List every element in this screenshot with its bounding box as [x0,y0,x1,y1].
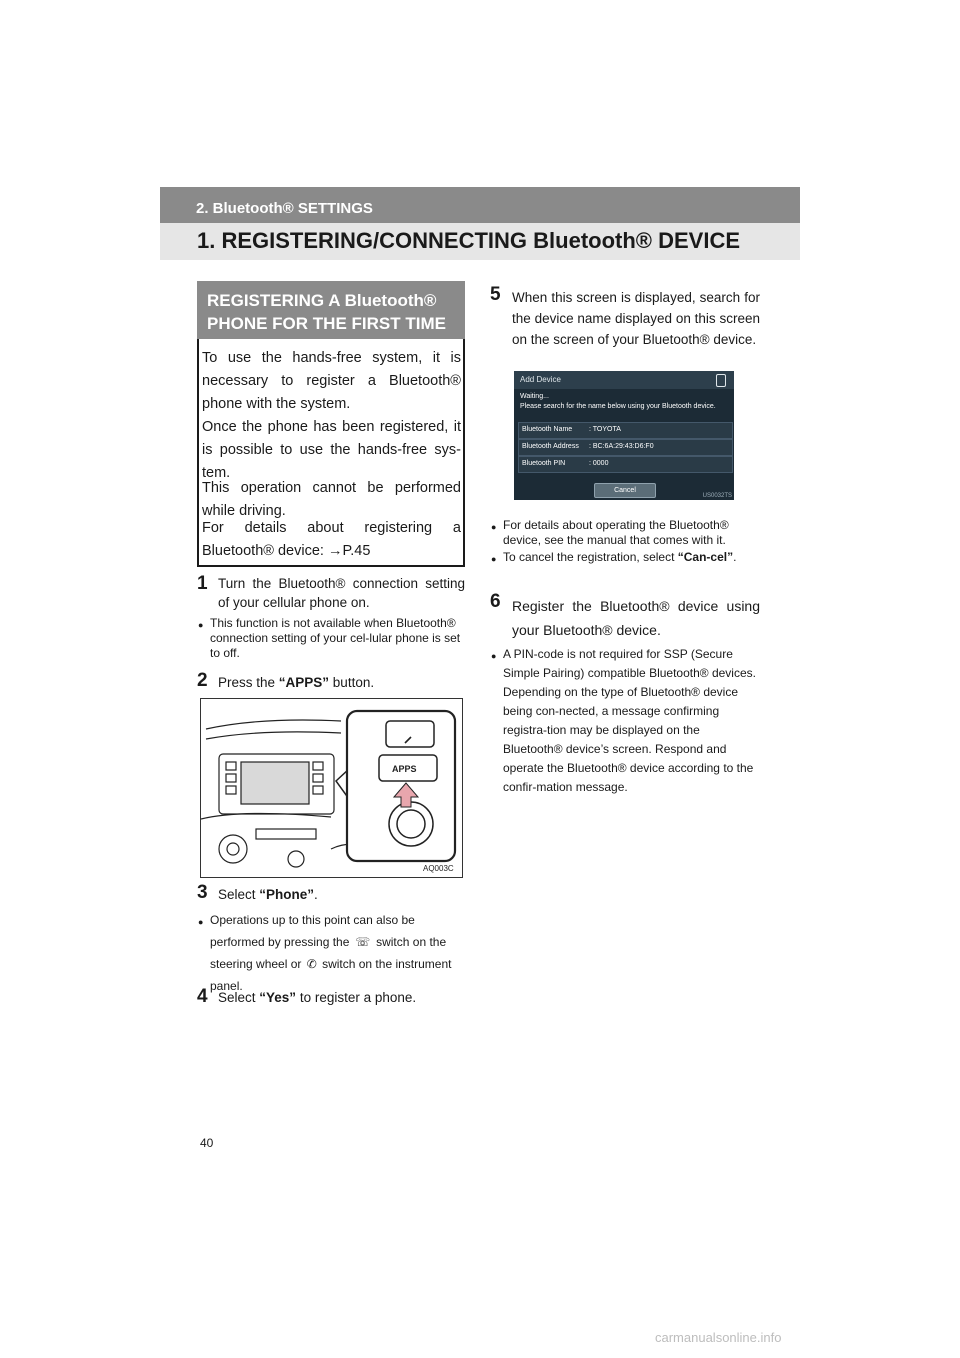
step-6-number: 6 [490,591,501,612]
site-watermark: carmanualsonline.info [655,1330,782,1345]
step-5-note-2: ● To cancel the registration, select “Can-cel”. [503,550,760,565]
registration-box-header [197,281,465,339]
box-paragraph-4: For details about registering a Bluetooth® device: →P.45 [202,520,461,559]
screen-waiting: Waiting... [520,393,549,400]
step-1-number: 1 [197,573,208,594]
step-1-note: ● This function is not available when Bluetooth® connection setting of your cel-lular phone is set to off. [210,616,465,661]
page-number: 40 [200,1136,214,1150]
step-6-note: ● A PIN-code is not required for SSP (Secure Simple Pairing) compatible Bluetooth® devices. Depending on the type of Bluetooth® device being con-nected, a message confirming registra-tion may be displayed on the Bluetooth® device’s screen. Respond and operate the Bluetooth® device according to the confir-mation message. [503,645,760,797]
screen-cancel-button[interactable]: Cancel [594,483,656,498]
screen-instruction: Please search for the name below using your Bluetooth device. [520,403,716,410]
dashboard-drawing [201,699,462,877]
phone-status-icon [716,374,726,387]
apps-button-label: APPS [392,764,417,774]
registration-box-title-line-2: PHONE FOR THE FIRST TIME [207,314,446,333]
illustration-code: AQ003C [423,864,454,873]
screen-code: US0032TS [702,493,732,499]
step-3-note: ● Operations up to this point can also be performed by pressing the ☏ switch on the steering wheel or ✆ switch on the instrument panel. [210,909,465,997]
step-3-text: Select “Phone”. [218,887,318,902]
screen-row-name: Bluetooth Name : TOYOTA [518,422,733,439]
step-1-text: Turn the Bluetooth® connection setting of your cellular phone on. [218,576,465,610]
screen-row-pin: Bluetooth PIN : 0000 [518,456,733,473]
step-6-text: Register the Bluetooth® device using your Bluetooth® device. [512,598,760,638]
add-device-screen [514,371,734,500]
step-3-number: 3 [197,882,208,903]
section-label: 2. Bluetooth® SETTINGS [196,200,373,217]
registration-box-title-line-1: REGISTERING A Bluetooth® [207,291,437,310]
step-5-note-1: ● For details about operating the Bluetooth® device, see the manual that comes with it. [503,518,760,548]
step-4-number: 4 [197,986,208,1007]
dashboard-illustration [200,698,463,878]
box-paragraph-1: To use the hands-free system, it is necessary to register a Bluetooth® phone with the system. [202,350,461,412]
steering-phone-switch-icon: ☏ [355,935,371,949]
step-2-text: Press the “APPS” button. [218,675,375,690]
step-5-number: 5 [490,284,501,305]
screen-title: Add Device [520,375,561,384]
page-title: 1. REGISTERING/CONNECTING Bluetooth® DEVICE [197,228,741,253]
panel-phone-switch-icon: ✆ [306,957,317,971]
step-5-text: When this screen is displayed, search for the device name displayed on this screen on the screen of your Bluetooth® device. [512,290,760,347]
step-4-text: Select “Yes” to register a phone. [218,990,417,1005]
box-paragraph-3: This operation cannot be performed while driving. [202,480,461,519]
box-paragraph-2: Once the phone has been registered, it is possible to use the hands-free sys-tem. [202,419,461,481]
step-2-number: 2 [197,670,208,691]
screen-row-address: Bluetooth Address : BC:6A:29:43:D6:F0 [518,439,733,456]
